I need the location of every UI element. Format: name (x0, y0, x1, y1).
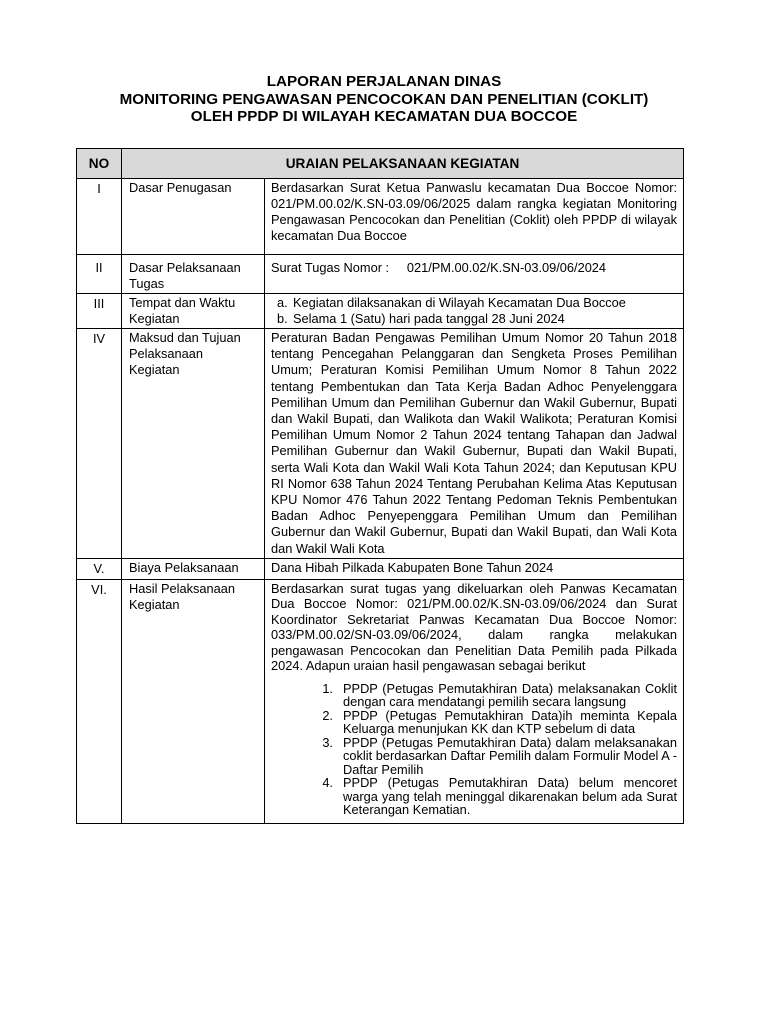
row-content: Dana Hibah Pilkada Kabupaten Bone Tahun 2024 (265, 558, 684, 579)
row-content: Peraturan Badan Pengawas Pemilihan Umum Nomor 20 Tahun 2018 tentang Pencegahan Pelanggaran dan Sengketa Proses Pemilihan Umum; Peraturan Komisi Pemilihan Umum Nomor 8 Tahun 2022 tentang Pembentukan dan Tata Kerja Badan Adhoc Penyelenggara Pemilihan Umum dan Pemilihan Gubernur dan Wakil Gubernur, Bupati dan Wakil Bupati, dan Walikota dan Wakil Walikota; Peraturan Komisi Pemilihan Umum Nomor 2 Tahun 2024 tentang Tahapan dan Jadwal Pemilihan Gubernur dan Wakil Gubernur, Bupati dan Wakil Bupati, serta Wali Kota dan Wakil Wali Kota Tahun 2024; dan Keputusan KPU RI Nomor 638 Tahun 2024 Tentang Perubahan Kelima Atas Keputusan KPU Nomor 476 Tahun 2022 Tentang Pedoman Teknis Pembentukan Badan Adhoc Penyepenggara Pemilihan Umum dan Pemilihan Gubernur dan Wakil Gubernur, Bupati dan Wakil Bupati, dan Wali Kota dan Wakil Wali Kota (265, 329, 684, 559)
location-time-list (271, 295, 677, 327)
row-content: Surat Tugas Nomor : 021/PM.00.02/K.SN-03.09/06/2024 (265, 255, 684, 294)
row-no: VI. (77, 579, 122, 823)
table-row (77, 179, 684, 255)
row-no: IV (77, 329, 122, 559)
table-row (77, 294, 684, 329)
list-text: PPDP (Petugas Pemutakhiran Data) melaksanakan Coklit dengan cara mendatangi pemilih secara langsung (343, 680, 678, 710)
table-row (77, 558, 684, 579)
title-line-2: MONITORING PENGAWASAN PENCOCOKAN DAN PENELITIAN (COKLIT) (119, 90, 649, 108)
list-marker: a. (277, 295, 288, 310)
row-content: Berdasarkan Surat Ketua Panwaslu kecamatan Dua Boccoe Nomor: 021/PM.00.02/K.SN-03.09/06/2025 dalam rangka kegiatan Monitoring Pengawasan Pencocokan dan Penelitian (Coklit) oleh PPDP di wilayak kecamatan Dua Boccoe (265, 179, 684, 255)
report-table (76, 148, 684, 824)
list-item (271, 682, 677, 709)
row-label: Maksud dan Tujuan Pelaksanaan Kegiatan (122, 329, 265, 559)
row-no: I (77, 179, 122, 255)
row-label: Hasil Pelaksanaan Kegiatan (122, 579, 265, 823)
result-intro: Berdasarkan surat tugas yang dikeluarkan oleh Panwas Kecamatan Dua Boccoe Nomor: 021/PM.00.02/K.SN-03.09/06/2024 dan Surat Koordinator Sekretariat Panwas Kecamatan Dua Boccoe Nomor: 033/PM.00.02/SN-03.09/06/2024, dalam rangka melakukan pengawasan Pencocokan dan Penelitian Data Pemilih pada Pilkada 2024. Adapun uraian hasil pengawasan sebagai berikut (271, 580, 678, 674)
row-label: Biaya Pelaksanaan (122, 558, 265, 579)
header-no: NO (77, 149, 122, 179)
list-item (271, 709, 677, 736)
list-item (271, 736, 677, 777)
list-number: 2. (322, 707, 333, 723)
list-text: Selama 1 (Satu) hari pada tanggal 28 Juni 2024 (293, 311, 565, 326)
row-no: III (77, 294, 122, 329)
list-marker: b. (277, 311, 288, 326)
result-list (271, 682, 677, 817)
row-no: V. (77, 558, 122, 579)
report-title-block (0, 73, 768, 126)
row-label: Dasar Pelaksanaan Tugas (122, 255, 265, 294)
table-row (77, 329, 684, 559)
row-no: II (77, 255, 122, 294)
list-number: 1. (322, 680, 333, 696)
list-text: PPDP (Petugas Pemutakhiran Data)ih meminta Kepala Keluarga menunjukan KK dan KTP sebelum di data (343, 707, 678, 737)
title-line-1: LAPORAN PERJALANAN DINAS (266, 73, 502, 90)
list-text: Kegiatan dilaksanakan di Wilayah Kecamatan Dua Boccoe (293, 295, 626, 310)
list-number: 4. (322, 775, 333, 791)
header-uraian: URAIAN PELAKSANAAN KEGIATAN (122, 149, 684, 179)
row-content (265, 579, 684, 823)
list-number: 3. (322, 734, 333, 750)
row-label: Dasar Penugasan (122, 179, 265, 255)
row-label: Tempat dan Waktu Kegiatan (122, 294, 265, 329)
list-item (271, 311, 677, 327)
table-row (77, 255, 684, 294)
table-row (77, 579, 684, 823)
row-content (265, 294, 684, 329)
list-text: PPDP (Petugas Pemutakhiran Data) belum mencoret warga yang telah meninggal dikarenakan belum ada Surat Keterangan Kematian. (343, 775, 678, 818)
table-header-row (77, 149, 684, 179)
list-item (271, 295, 677, 311)
title-line-3: OLEH PPDP DI WILAYAH KECAMATAN DUA BOCCOE (190, 108, 578, 125)
list-item (271, 776, 677, 817)
list-text: PPDP (Petugas Pemutakhiran Data) dalam melaksanakan coklit berdasarkan Daftar Pemilih dalam Formulir Model A - Daftar Pemilih (343, 734, 678, 777)
